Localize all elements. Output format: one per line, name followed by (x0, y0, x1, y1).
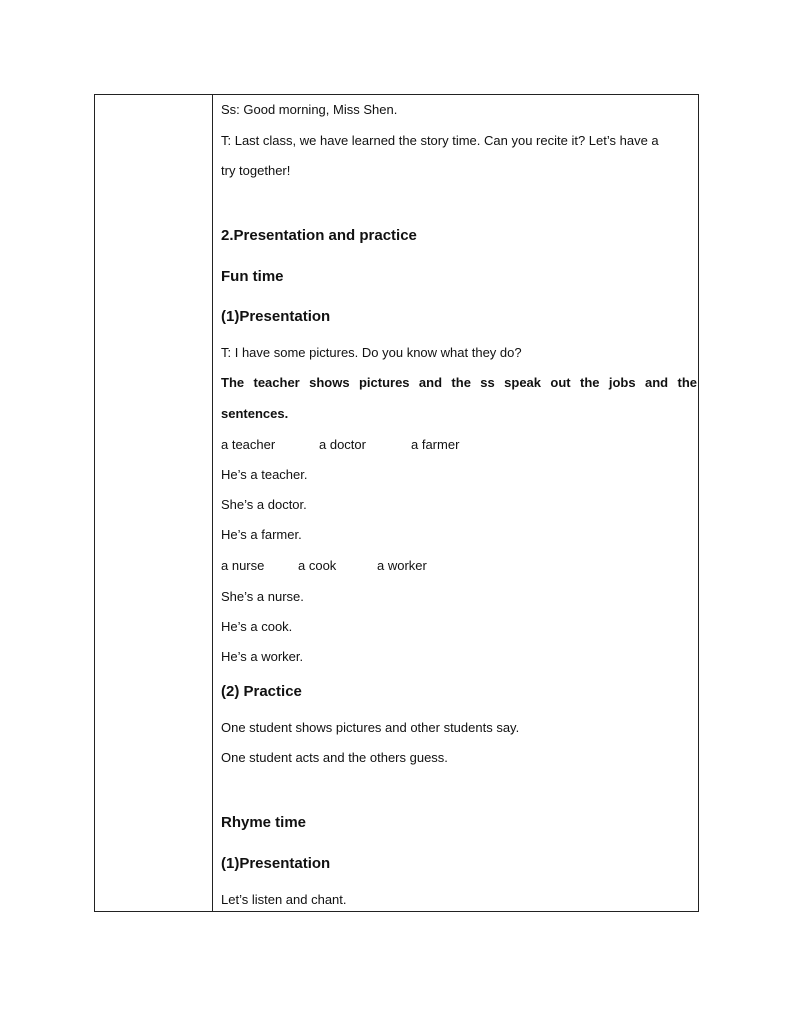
left-column-cell (95, 95, 213, 911)
sentence: He’s a cook. (221, 619, 293, 634)
section-heading: 2.Presentation and practice (221, 227, 417, 244)
rhyme-time-heading: Rhyme time (221, 814, 307, 831)
practice-heading: (2) Practice (221, 683, 302, 700)
job-item: a worker (377, 558, 427, 573)
job-item: a doctor (319, 437, 366, 452)
practice-line-2: One student acts and the others guess. (221, 750, 448, 765)
job-item: a cook (298, 558, 337, 573)
instruction-line-2: sentences. (221, 406, 289, 421)
fun-time-heading: Fun time (221, 268, 284, 285)
presentation-heading-2: (1)Presentation (221, 855, 331, 872)
closing-line: Let’s listen and chant. (221, 892, 347, 907)
presentation-heading-1: (1)Presentation (221, 308, 331, 325)
sentence: He’s a teacher. (221, 467, 308, 482)
teacher-line-1: T: Last class, we have learned the story time. Can you recite it? Let’s have a (221, 133, 659, 148)
teacher-line-2: try together! (221, 163, 291, 178)
right-column-cell (221, 95, 697, 911)
sentence: He’s a worker. (221, 649, 304, 664)
job-item: a teacher (221, 437, 276, 452)
sentence: He’s a farmer. (221, 527, 302, 542)
practice-line-1: One student shows pictures and other students say. (221, 720, 520, 735)
instruction-line-1: The teacher shows pictures and the ss speak out the jobs and the (221, 375, 697, 390)
greeting-line: Ss: Good morning, Miss Shen. (221, 102, 398, 117)
sentence: She’s a doctor. (221, 497, 307, 512)
question-line: T: I have some pictures. Do you know what they do? (221, 345, 522, 360)
job-item: a farmer (411, 437, 460, 452)
lesson-table (94, 94, 699, 912)
sentence: She’s a nurse. (221, 589, 304, 604)
job-item: a nurse (221, 558, 265, 573)
